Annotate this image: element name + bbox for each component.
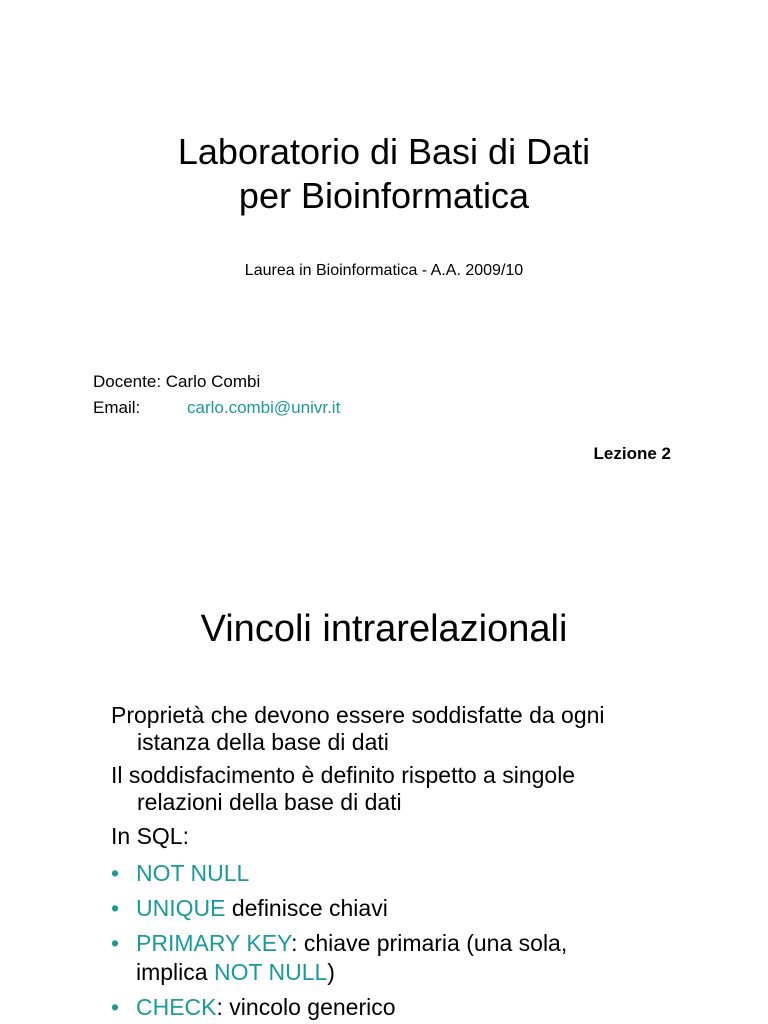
email-link[interactable]: carlo.combi@univr.it <box>187 398 341 417</box>
bullet-dot: • <box>111 895 120 921</box>
bullet-keyword: PRIMARY KEY <box>136 930 292 956</box>
docente-label: Docente: <box>93 372 162 391</box>
bullet-keyword: NOT NULL <box>213 959 328 985</box>
course-subtitle: Laurea in Bioinformatica - A.A. 2009/10 <box>244 262 524 279</box>
bullet-text: implica <box>136 959 214 985</box>
slide-2 <box>0 560 768 1024</box>
bullet-keyword: UNIQUE <box>136 895 226 921</box>
slide-title-line1: Laboratorio di Basi di Dati <box>177 131 591 172</box>
paragraph-line: Proprietà che devono essere soddisfatte da ogni <box>111 702 605 728</box>
lesson-number: Lezione 2 <box>593 444 671 463</box>
bullet-keyword: NOT NULL <box>136 860 250 886</box>
slide-title-line2: per Bioinformatica <box>238 175 530 216</box>
paragraph-sql: In SQL: <box>111 823 189 849</box>
bullet-dot: • <box>111 930 120 956</box>
paragraph-satisfaction <box>111 762 575 816</box>
docente-name: Carlo Combi <box>165 372 261 391</box>
paragraph-line: relazioni della base di dati <box>137 789 402 815</box>
bullet-keyword: CHECK <box>136 994 217 1020</box>
bullet-text: : chiave primaria (una sola, <box>291 930 568 956</box>
paragraph-properties <box>111 702 605 756</box>
bullet-text: definisce chiavi <box>225 895 388 921</box>
bullet-dot: • <box>111 994 120 1020</box>
paragraph-line: istanza della base di dati <box>137 729 389 755</box>
bullet-text: : vincolo generico <box>216 994 396 1020</box>
paragraph-line: Il soddisfacimento è definito rispetto a singole <box>111 762 576 788</box>
bullet-dot: • <box>111 860 120 886</box>
docente-row <box>93 372 260 392</box>
email-label: Email: <box>93 398 141 417</box>
bullet-text: ) <box>327 959 335 985</box>
slide-title: Vincoli intrarelazionali <box>200 608 568 650</box>
